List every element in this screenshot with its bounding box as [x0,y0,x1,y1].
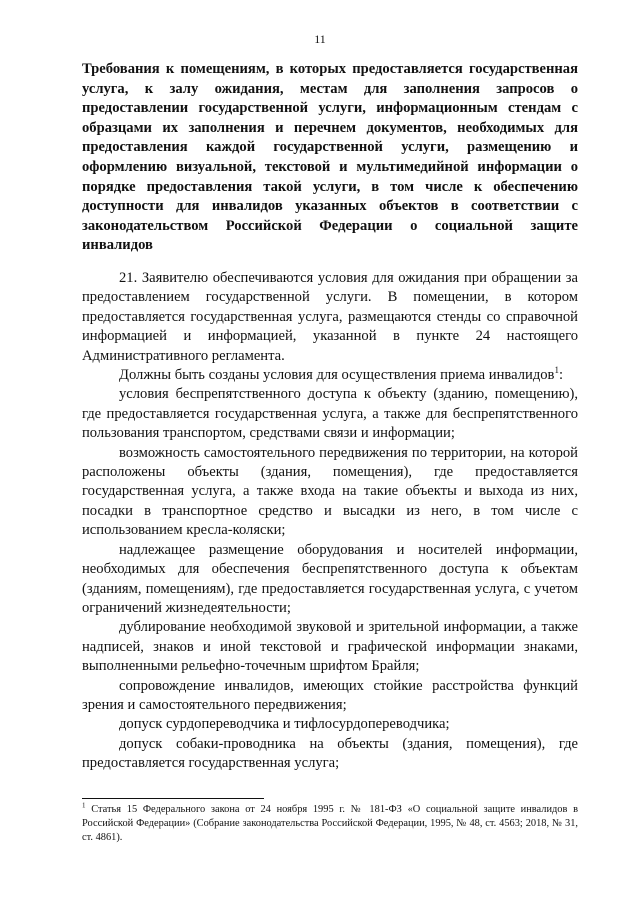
list-item: условия беспрепятственного доступа к объекту (зданию, помещению), где предоставляется государственная услуга, а также для беспрепятственного пользования транспортом, средствами связи и информации; [82,386,578,442]
paragraph-21: 21. Заявителю обеспечиваются условия для ожидания при обращении за предоставлением государственной услуги. В помещении, в котором предоставляется государственная услуга, размещаются стенды со справочной информацией и информацией, указанной в пункте 24 настоящего Административного регламента. [82,270,578,364]
list-item: сопровождение инвалидов, имеющих стойкие расстройства функций зрения и самостоятельного передвижения; [82,677,578,713]
footnote-marker: 1 [82,801,86,810]
section-heading: Требования к помещениям, в которых предоставляется государственная услуга, к залу ожидания, местам для заполнения запросов о предоставлении государственной услуги, информационным стендам с образцами их заполнения и перечнем документов, необходимых для предоставления каждой государственной услуги, размещению и оформлению визуальной, текстовой и мультимедийной информации о порядке предоставления такой услуги, в том числе к обеспечению доступности для инвалидов указанных объектов в соответствии с законодательством Российской Федерации о социальной защите инвалидов [82,61,578,254]
list-item: допуск собаки-проводника на объекты (здания, помещения), где предоставляется государственная услуга; [82,735,578,772]
list-item: допуск сурдопереводчика и тифлосурдопереводчика; [119,716,450,733]
list-item: возможность самостоятельного передвижения по территории, на которой расположены объекты (здания, помещения), где предоставляется государственная услуга, а также входа на такие объекты и выхода из них, посадки в транспортное средство и высадки из него, в том числе с использованием кресла-коляски; [82,444,578,539]
paragraph-disabled-access-intro [82,366,578,385]
footnote-divider [82,798,264,799]
list-item: надлежащее размещение оборудования и носителей информации, необходимых для обеспечения беспрепятственного доступа к объектам (зданиям, помещениям), где предоставляется государственная услуга, с учетом ограничений жизнедеятельности; [82,541,578,616]
paragraph-text: Должны быть созданы условия для осуществления приема инвалидов [119,367,555,384]
footnote [82,803,578,845]
footnote-reference: 1 [554,365,559,376]
footnote-text: Статья 15 Федерального закона от 24 ноября 1995 г. № 181-ФЗ «О социальной защите инвалидов в Российской Федерации» (Собрание законодательства Российской Федерации, 1995, № 48, ст. 4563; 2018, № 31, ст. 4861). [82,804,578,843]
colon: : [558,367,563,384]
list-item: дублирование необходимой звуковой и зрительной информации, а также надписей, знаков и иной текстовой и графической информации знаками, выполненными рельефно-точечным шрифтом Брайля; [82,619,578,675]
page-number: 11 [314,32,326,46]
body-text [82,269,578,774]
